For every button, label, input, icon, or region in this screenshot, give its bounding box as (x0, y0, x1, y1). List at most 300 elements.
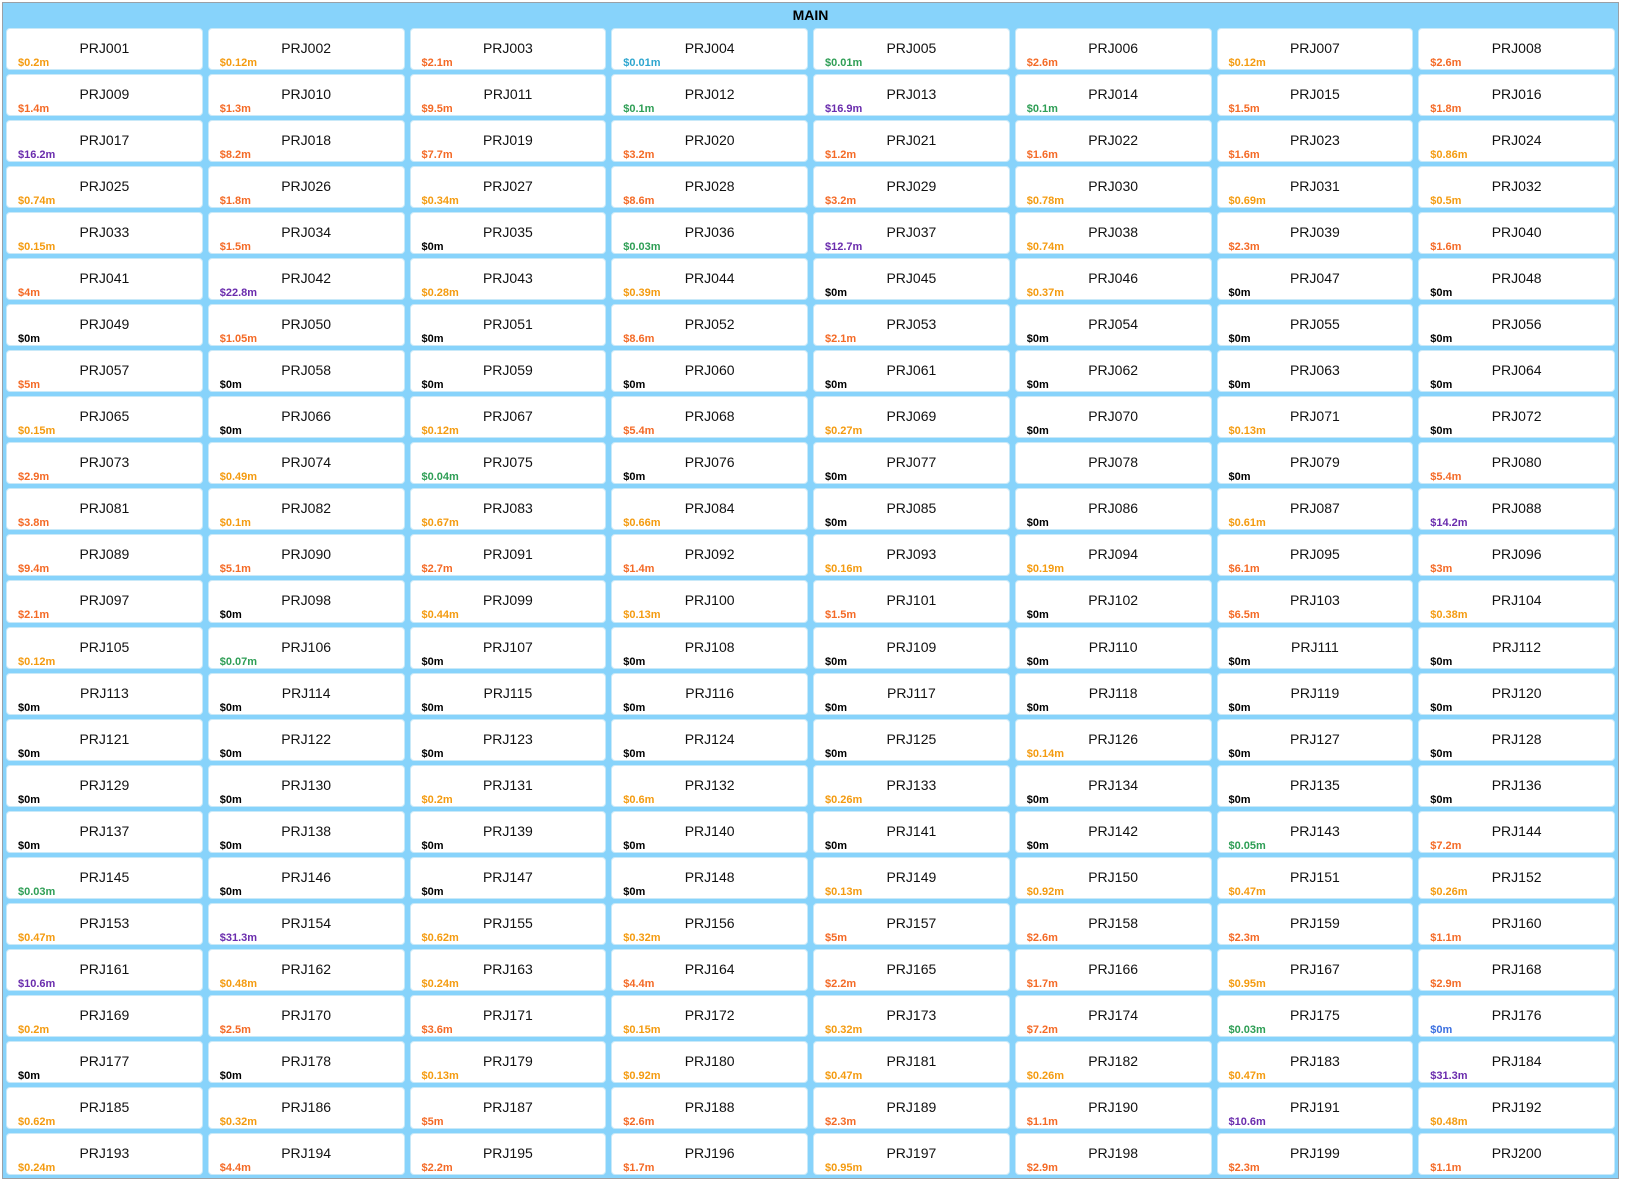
project-card[interactable] (410, 673, 607, 715)
project-card[interactable] (6, 1133, 203, 1175)
project-card[interactable] (1015, 995, 1212, 1037)
project-card[interactable] (410, 212, 607, 254)
project-card[interactable] (208, 258, 405, 300)
project-card[interactable] (1015, 580, 1212, 622)
project-name: PRJ162 (281, 960, 332, 977)
project-card[interactable] (813, 212, 1010, 254)
project-card[interactable] (208, 811, 405, 853)
project-card[interactable] (611, 74, 808, 116)
project-name: PRJ065 (79, 408, 130, 425)
project-card[interactable] (611, 765, 808, 807)
project-card[interactable] (1418, 74, 1615, 116)
project-card[interactable] (6, 995, 203, 1037)
project-card[interactable] (1015, 120, 1212, 162)
project-card[interactable] (813, 28, 1010, 70)
project-card[interactable] (1217, 166, 1414, 208)
project-card[interactable] (1217, 74, 1414, 116)
project-amount: $2.3m (1228, 931, 1260, 944)
project-amount: $0m (1026, 333, 1049, 346)
project-card[interactable] (208, 580, 405, 622)
project-card[interactable] (813, 534, 1010, 576)
project-card[interactable] (813, 1087, 1010, 1129)
project-card[interactable] (410, 120, 607, 162)
project-card[interactable] (208, 627, 405, 669)
project-card[interactable] (611, 350, 808, 392)
project-amount: $8.6m (623, 195, 655, 208)
project-card[interactable] (6, 534, 203, 576)
project-amount: $0.28m (421, 287, 459, 300)
project-card[interactable] (1217, 811, 1414, 853)
project-card[interactable] (208, 28, 405, 70)
project-name: PRJ087 (1289, 500, 1340, 517)
project-card[interactable] (1015, 350, 1212, 392)
project-name: PRJ176 (1491, 1006, 1542, 1023)
project-card[interactable] (611, 580, 808, 622)
project-card[interactable] (6, 949, 203, 991)
project-name: PRJ160 (1491, 914, 1542, 931)
project-card[interactable] (208, 1087, 405, 1129)
project-card[interactable] (6, 258, 203, 300)
project-card[interactable] (208, 1133, 405, 1175)
project-card[interactable] (1418, 949, 1615, 991)
project-name: PRJ034 (281, 224, 332, 241)
project-card[interactable] (813, 995, 1010, 1037)
project-card[interactable] (813, 719, 1010, 761)
project-card[interactable] (1217, 765, 1414, 807)
project-card[interactable] (1217, 580, 1414, 622)
project-card[interactable] (1217, 396, 1414, 438)
project-amount: $0.62m (421, 931, 459, 944)
project-name: PRJ041 (79, 270, 130, 287)
project-name: PRJ174 (1088, 1006, 1139, 1023)
project-card[interactable] (611, 120, 808, 162)
project-amount: $0.49m (219, 471, 258, 484)
project-amount: $0.44m (421, 609, 459, 622)
project-card[interactable] (1015, 74, 1212, 116)
project-amount: $7.2m (1026, 1023, 1058, 1036)
project-amount: $0.61m (1228, 517, 1266, 530)
project-name: PRJ106 (281, 638, 332, 655)
project-card[interactable] (611, 719, 808, 761)
project-card[interactable] (813, 350, 1010, 392)
project-name: PRJ037 (886, 224, 937, 241)
project-name: PRJ146 (281, 868, 332, 885)
project-card[interactable] (1015, 627, 1212, 669)
project-card[interactable] (813, 673, 1010, 715)
project-card[interactable] (208, 949, 405, 991)
project-card[interactable] (1418, 442, 1615, 484)
project-card[interactable] (6, 304, 203, 346)
project-card[interactable] (410, 488, 607, 530)
project-card[interactable] (1418, 857, 1615, 899)
project-name: PRJ148 (684, 868, 735, 885)
project-card[interactable] (208, 857, 405, 899)
project-name: PRJ157 (886, 914, 937, 931)
project-card[interactable] (611, 304, 808, 346)
project-card[interactable] (410, 442, 607, 484)
project-amount: $0.15m (18, 241, 56, 254)
project-card[interactable] (6, 166, 203, 208)
project-name: PRJ045 (886, 270, 937, 287)
project-card[interactable] (1015, 212, 1212, 254)
project-card[interactable] (1418, 811, 1615, 853)
project-card[interactable] (1015, 857, 1212, 899)
project-name: PRJ193 (79, 1144, 130, 1161)
project-card[interactable] (813, 1041, 1010, 1083)
project-card[interactable] (611, 949, 808, 991)
project-card[interactable] (1418, 212, 1615, 254)
project-amount: $0m (1228, 287, 1251, 300)
project-amount: $16.2m (18, 149, 56, 162)
project-name: PRJ086 (1088, 500, 1139, 517)
project-name: PRJ014 (1088, 86, 1139, 103)
project-amount: $0.03m (18, 885, 56, 898)
project-amount: $0m (421, 701, 444, 714)
project-card[interactable] (1418, 1133, 1615, 1175)
project-card[interactable] (410, 580, 607, 622)
project-card[interactable] (611, 396, 808, 438)
project-card[interactable] (208, 719, 405, 761)
project-card[interactable] (1217, 120, 1414, 162)
project-card[interactable] (1217, 258, 1414, 300)
project-card[interactable] (1217, 673, 1414, 715)
project-name: PRJ122 (281, 730, 332, 747)
project-amount: $0m (18, 793, 41, 806)
project-amount: $0.13m (1228, 425, 1266, 438)
project-card[interactable] (1217, 28, 1414, 70)
project-amount: $0m (1228, 379, 1251, 392)
project-name: PRJ179 (482, 1052, 533, 1069)
project-amount: $1.6m (1026, 149, 1058, 162)
project-card[interactable] (1217, 1087, 1414, 1129)
project-card[interactable] (1418, 396, 1615, 438)
project-card[interactable] (410, 903, 607, 945)
project-card[interactable] (6, 396, 203, 438)
project-card[interactable] (6, 673, 203, 715)
project-card[interactable] (1418, 765, 1615, 807)
project-name: PRJ012 (684, 86, 735, 103)
project-amount: $0.05m (1228, 839, 1266, 852)
project-amount: $4m (18, 287, 41, 300)
project-name: PRJ030 (1088, 178, 1139, 195)
project-name: PRJ064 (1491, 362, 1542, 379)
project-card[interactable] (1015, 534, 1212, 576)
project-card[interactable] (1418, 534, 1615, 576)
project-card[interactable] (1217, 442, 1414, 484)
project-name: PRJ182 (1088, 1052, 1139, 1069)
project-card[interactable] (208, 1041, 405, 1083)
project-card[interactable] (1418, 488, 1615, 530)
project-name: PRJ100 (684, 592, 735, 609)
project-card[interactable] (6, 1087, 203, 1129)
project-name: PRJ053 (886, 316, 937, 333)
project-card[interactable] (208, 442, 405, 484)
project-card[interactable] (1217, 1133, 1414, 1175)
project-name: PRJ094 (1088, 546, 1139, 563)
project-card[interactable] (1418, 903, 1615, 945)
project-card[interactable] (813, 1133, 1010, 1175)
project-card[interactable] (6, 28, 203, 70)
project-card[interactable] (208, 488, 405, 530)
project-amount: $0m (219, 609, 242, 622)
project-card[interactable] (611, 212, 808, 254)
project-card[interactable] (611, 857, 808, 899)
project-amount: $5m (825, 931, 848, 944)
project-card[interactable] (1015, 719, 1212, 761)
project-card[interactable] (208, 166, 405, 208)
project-name: PRJ074 (281, 454, 332, 471)
project-card[interactable] (6, 212, 203, 254)
project-amount: $0m (623, 655, 646, 668)
project-card[interactable] (6, 120, 203, 162)
project-amount: $0.01m (623, 57, 661, 69)
project-amount: $3.6m (421, 1023, 453, 1036)
project-card[interactable] (1418, 258, 1615, 300)
project-card[interactable] (1015, 765, 1212, 807)
project-card[interactable] (611, 488, 808, 530)
project-card[interactable] (1015, 903, 1212, 945)
project-card[interactable] (1217, 212, 1414, 254)
project-card[interactable] (410, 28, 607, 70)
project-card[interactable] (611, 673, 808, 715)
project-card[interactable] (1418, 1087, 1615, 1129)
project-card[interactable] (6, 442, 203, 484)
project-card[interactable] (1418, 627, 1615, 669)
project-card[interactable] (611, 166, 808, 208)
project-card[interactable] (208, 212, 405, 254)
project-card[interactable] (6, 627, 203, 669)
project-name: PRJ057 (79, 362, 130, 379)
project-card[interactable] (208, 673, 405, 715)
project-card[interactable] (410, 627, 607, 669)
project-card[interactable] (410, 1087, 607, 1129)
project-card[interactable] (410, 765, 607, 807)
project-card[interactable] (813, 580, 1010, 622)
project-name: PRJ133 (886, 776, 937, 793)
project-amount: $0m (421, 747, 444, 760)
project-card[interactable] (6, 719, 203, 761)
project-card[interactable] (410, 719, 607, 761)
project-card[interactable] (1015, 673, 1212, 715)
project-amount: $0.2m (18, 57, 50, 69)
project-card[interactable] (1015, 1041, 1212, 1083)
project-name: PRJ080 (1491, 454, 1542, 471)
project-card[interactable] (410, 396, 607, 438)
project-amount: $1.5m (219, 241, 251, 254)
project-card[interactable] (1217, 719, 1414, 761)
project-card[interactable] (611, 811, 808, 853)
project-card[interactable] (611, 258, 808, 300)
project-card[interactable] (208, 396, 405, 438)
project-amount: $0.95m (825, 1161, 863, 1174)
project-amount: $0.2m (421, 793, 453, 806)
project-card[interactable] (813, 811, 1010, 853)
project-card[interactable] (1418, 350, 1615, 392)
project-card[interactable] (1015, 258, 1212, 300)
project-card[interactable] (1418, 995, 1615, 1037)
project-card[interactable] (611, 1087, 808, 1129)
project-name: PRJ169 (79, 1006, 130, 1023)
project-name: PRJ006 (1088, 40, 1139, 56)
project-card[interactable] (208, 765, 405, 807)
project-card[interactable] (1015, 166, 1212, 208)
project-card[interactable] (813, 166, 1010, 208)
project-card[interactable] (410, 534, 607, 576)
project-card[interactable] (813, 120, 1010, 162)
project-card[interactable] (1217, 995, 1414, 1037)
project-card[interactable] (410, 949, 607, 991)
project-amount: $0m (825, 379, 848, 392)
project-card[interactable] (208, 120, 405, 162)
project-card[interactable] (813, 396, 1010, 438)
project-card[interactable] (1217, 627, 1414, 669)
project-card[interactable] (1217, 857, 1414, 899)
project-card[interactable] (1015, 28, 1212, 70)
project-name: PRJ101 (886, 592, 937, 609)
project-card[interactable] (6, 765, 203, 807)
project-amount: $0.03m (1228, 1023, 1266, 1036)
project-card[interactable] (1015, 304, 1212, 346)
project-card[interactable] (1217, 903, 1414, 945)
project-card[interactable] (813, 304, 1010, 346)
project-card[interactable] (611, 995, 808, 1037)
project-card[interactable] (813, 627, 1010, 669)
project-card[interactable] (6, 580, 203, 622)
project-card[interactable] (813, 74, 1010, 116)
project-card[interactable] (1015, 811, 1212, 853)
project-amount: $2.6m (1026, 57, 1058, 69)
project-amount: $0m (825, 747, 848, 760)
project-card[interactable] (208, 534, 405, 576)
project-card[interactable] (611, 903, 808, 945)
project-card[interactable] (1418, 719, 1615, 761)
project-amount: $0.07m (219, 655, 258, 668)
project-card[interactable] (813, 488, 1010, 530)
project-name: PRJ188 (684, 1098, 735, 1115)
project-card[interactable] (410, 811, 607, 853)
project-card[interactable] (410, 350, 607, 392)
project-card[interactable] (1418, 1041, 1615, 1083)
project-card[interactable] (1418, 673, 1615, 715)
project-amount: $0m (1026, 701, 1049, 714)
project-name: PRJ022 (1088, 132, 1139, 149)
project-card[interactable] (1418, 166, 1615, 208)
project-amount: $0m (1430, 425, 1453, 438)
project-card[interactable] (208, 903, 405, 945)
project-card[interactable] (1217, 1041, 1414, 1083)
project-card[interactable] (410, 74, 607, 116)
project-card[interactable] (1015, 1087, 1212, 1129)
project-amount: $7.2m (1430, 839, 1462, 852)
project-card[interactable] (1015, 488, 1212, 530)
project-amount: $0.34m (421, 195, 459, 208)
project-name: PRJ142 (1088, 822, 1139, 839)
project-name: PRJ003 (482, 40, 533, 56)
project-card[interactable] (6, 74, 203, 116)
project-amount: $0.47m (1228, 885, 1266, 898)
project-amount: $0.92m (623, 1069, 661, 1082)
project-card[interactable] (208, 74, 405, 116)
project-card[interactable] (1217, 350, 1414, 392)
project-amount: $0.92m (1026, 885, 1065, 898)
project-card[interactable] (813, 765, 1010, 807)
project-name: PRJ055 (1289, 316, 1340, 333)
project-name: PRJ119 (1290, 684, 1340, 701)
project-amount: $0m (825, 287, 848, 300)
project-card[interactable] (6, 811, 203, 853)
project-card[interactable] (1418, 304, 1615, 346)
project-name: PRJ170 (281, 1006, 332, 1023)
project-card[interactable] (1015, 949, 1212, 991)
project-name: PRJ061 (886, 362, 937, 379)
project-card[interactable] (6, 857, 203, 899)
project-name: PRJ028 (684, 178, 735, 195)
project-name: PRJ149 (886, 868, 937, 885)
project-card[interactable] (410, 304, 607, 346)
project-amount: $4.4m (623, 977, 655, 990)
project-name: PRJ130 (281, 776, 332, 793)
project-card[interactable] (813, 442, 1010, 484)
project-amount: $5.4m (1430, 471, 1462, 484)
project-amount: $0m (1430, 287, 1453, 300)
project-card[interactable] (611, 1133, 808, 1175)
project-card[interactable] (410, 1041, 607, 1083)
project-card[interactable] (813, 258, 1010, 300)
project-card[interactable] (1217, 488, 1414, 530)
project-card[interactable] (1418, 580, 1615, 622)
project-card[interactable] (1217, 534, 1414, 576)
project-card[interactable] (410, 995, 607, 1037)
project-card[interactable] (1015, 1133, 1212, 1175)
project-card[interactable] (611, 627, 808, 669)
project-card[interactable] (6, 1041, 203, 1083)
project-card[interactable] (208, 350, 405, 392)
project-card[interactable] (6, 488, 203, 530)
project-card[interactable] (611, 28, 808, 70)
project-card[interactable] (1015, 442, 1212, 484)
project-card[interactable] (410, 857, 607, 899)
project-card[interactable] (208, 995, 405, 1037)
project-name: PRJ066 (281, 408, 332, 425)
project-card[interactable] (813, 857, 1010, 899)
project-card[interactable] (1217, 949, 1414, 991)
project-amount: $1.2m (825, 149, 857, 162)
project-card[interactable] (611, 442, 808, 484)
project-card[interactable] (410, 1133, 607, 1175)
project-card[interactable] (611, 1041, 808, 1083)
project-card[interactable] (1015, 396, 1212, 438)
project-card[interactable] (813, 949, 1010, 991)
project-card[interactable] (410, 258, 607, 300)
project-amount: $0.47m (825, 1069, 863, 1082)
project-amount: $2.9m (1430, 977, 1462, 990)
project-card[interactable] (6, 350, 203, 392)
project-card[interactable] (1217, 304, 1414, 346)
project-name: PRJ082 (281, 500, 332, 517)
project-card[interactable] (208, 304, 405, 346)
project-name: PRJ147 (482, 868, 533, 885)
project-amount: $10.6m (1228, 1115, 1266, 1128)
project-card[interactable] (1418, 120, 1615, 162)
project-amount: $0m (1026, 517, 1049, 530)
project-card[interactable] (813, 903, 1010, 945)
project-card[interactable] (1418, 28, 1615, 70)
project-amount: $0m (219, 793, 242, 806)
project-card[interactable] (410, 166, 607, 208)
project-card[interactable] (611, 534, 808, 576)
project-card[interactable] (6, 903, 203, 945)
project-name: PRJ078 (1088, 454, 1139, 471)
